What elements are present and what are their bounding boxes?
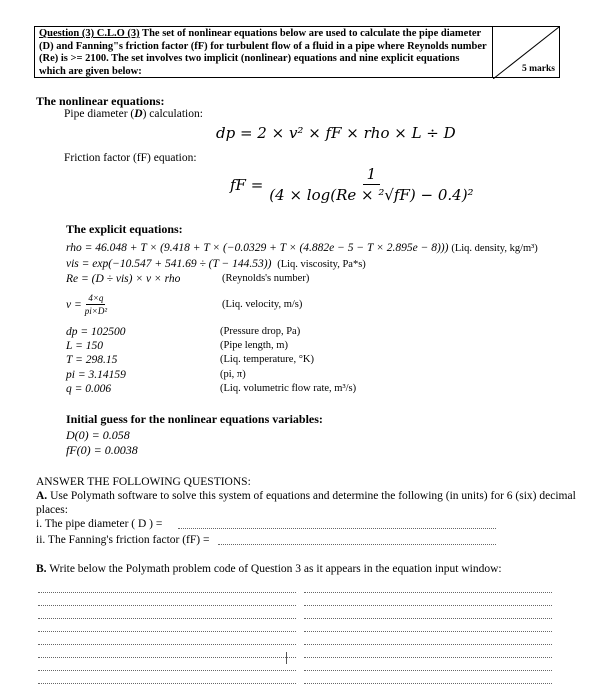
nonlinear-heading: The nonlinear equations: (36, 94, 165, 108)
initial-heading: Initial guess for the nonlinear equations variables: (66, 412, 323, 426)
constant-l: L = 150 (66, 340, 103, 353)
constant-dp: dp = 102500 (66, 326, 126, 338)
note-t: (Liq. temperature, °K) (220, 354, 314, 366)
marks-box (493, 26, 560, 78)
re-equation: Re = (D ÷ vis) × v × rho (66, 273, 181, 285)
friction-factor-equation: fF = $\frac{1}{\text{(4 × log(Re × ²√fF) − 0.4)²}}$ (230, 165, 474, 204)
note-q: (Liq. volumetric flow rate, m³/s) (220, 382, 357, 394)
re-note: (Reynolds's number) (222, 273, 310, 284)
marks-label: 5 marks (522, 64, 555, 74)
part-a-text: A. Use Polymath software to solve this system of equations and determine the following (in units) for 6 (six) decimal places: (36, 490, 576, 516)
part-a-i-label: i. The pipe diameter ( D ) = (36, 518, 163, 530)
pipe-diameter-label: Pipe diameter (D) calculation: (64, 108, 203, 120)
constant-t: T = 298.15 (66, 354, 118, 367)
text-cursor (286, 652, 287, 664)
part-a-ii-label: ii. The Fanning's friction factor (fF) = (36, 534, 210, 546)
note-pi: (pi, π) (220, 368, 246, 380)
initial-ff0: fF(0) = 0.0038 (66, 443, 138, 457)
answer-heading: ANSWER THE FOLLOWING QUESTIONS: (36, 476, 251, 488)
code-area-right[interactable] (304, 584, 554, 694)
constants-equations (66, 325, 126, 396)
note-l: (Pipe length, m) (220, 340, 288, 352)
answer-line-diameter[interactable] (178, 528, 496, 529)
pipe-diameter-equation: dp = 2 × v² × fF × rho × L ÷ D (216, 124, 456, 142)
explicit-heading: The explicit equations: (66, 222, 183, 236)
constants-notes (220, 325, 356, 396)
answer-line-friction[interactable] (218, 544, 496, 545)
code-area-left[interactable] (38, 584, 298, 694)
friction-factor-label: Friction factor (fF) equation: (64, 152, 197, 164)
vis-equation: vis = exp(−10.547 + 541.69 ÷ (T − 144.53)) (Liq. viscosity, Pa*s) (66, 258, 366, 270)
rho-equation: rho = 46.048 + T × (9.418 + T × (−0.0329 + T × (4.882e − 5 − T × 2.895e − 8))) (Liq. density, kg/m³) (66, 242, 538, 254)
note-dp: (Pressure drop, Pa) (220, 326, 301, 337)
constant-q: q = 0.006 (66, 382, 112, 395)
initial-d0: D(0) = 0.058 (66, 428, 130, 442)
question-text: The set of nonlinear equations below are used to calculate the pipe diameter (D) and Fanning"s friction factor (fF) for turbulent flow of a fluid in a pipe where Reynolds number (Re) is >= 2100. The set involves two implicit (nonlinear) equations and nine explicit equations which are given below: (39, 28, 487, 77)
part-b-text: B. Write below the Polymath problem code of Question 3 as it appears in the equation input window: (36, 563, 502, 575)
question-box (34, 26, 493, 78)
constant-pi: pi = 3.14159 (66, 368, 126, 381)
question-label: Question (3) C.L.O (3) (39, 28, 140, 39)
v-equation: v = $\frac{4\times q}{\text{pi×D²}}$ (66, 293, 108, 316)
v-note: (Liq. velocity, m/s) (222, 299, 303, 310)
